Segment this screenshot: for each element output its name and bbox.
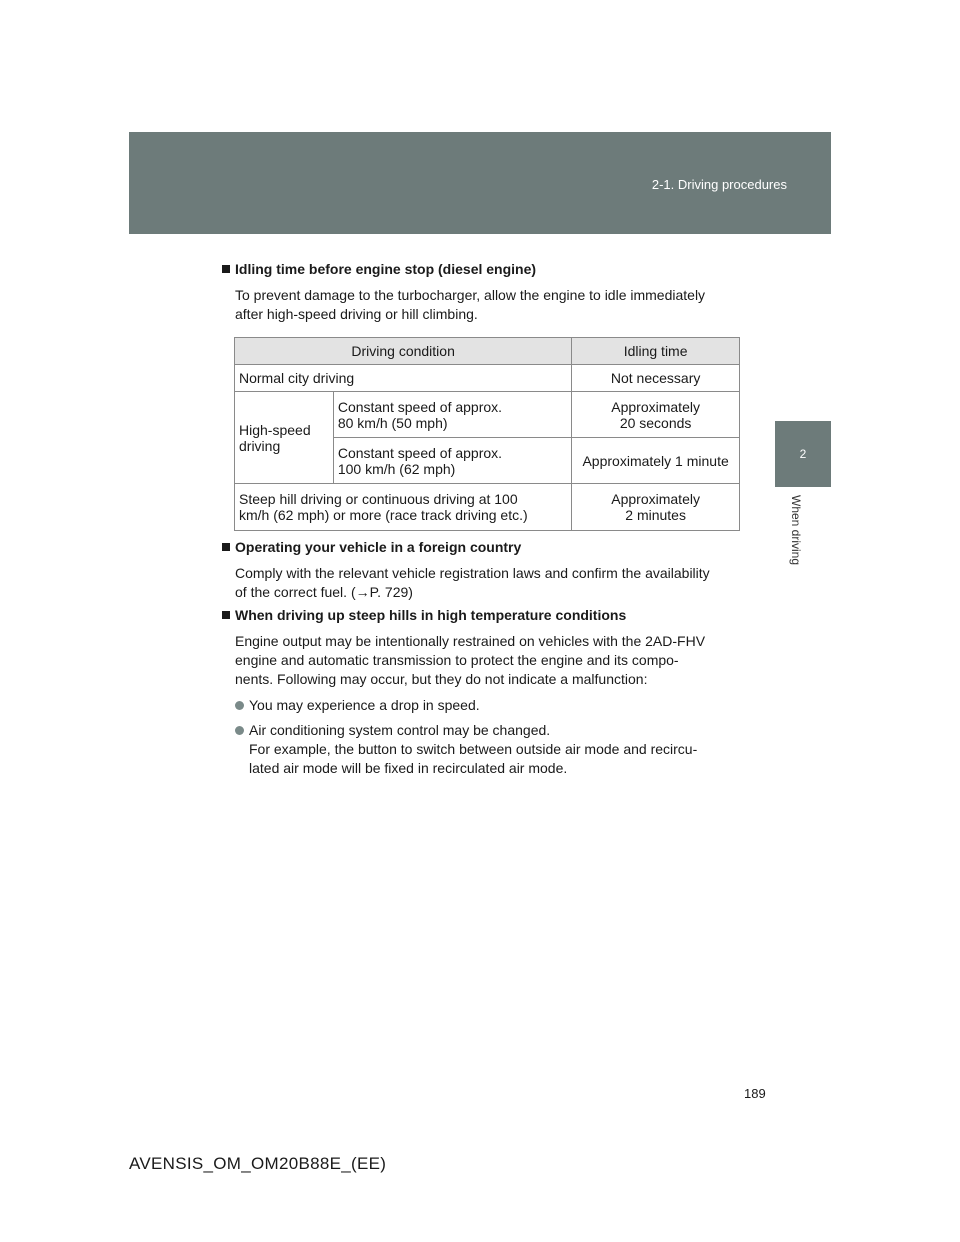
idling-heading-text: Idling time before engine stop (diesel engine) [235, 261, 537, 277]
foreign-heading-text: Operating your vehicle in a foreign country [235, 539, 522, 555]
chapter-label: When driving [789, 495, 803, 566]
idling-paragraph: To prevent damage to the turbocharger, allow the engine to idle immediately after high-speed driving or hill climbing. [235, 287, 706, 322]
cell-high-speed: High-speed driving [235, 392, 334, 484]
list-item: Air conditioning system control may be changed. For example, the button to switch between outside air mode and recircu- lated air mode will be fixed in recirculated air mode. [235, 721, 738, 778]
foreign-heading [222, 539, 521, 555]
header-idling-time: Idling time [572, 338, 740, 365]
foreign-paragraph: Comply with the relevant vehicle registration laws and confirm the availability of the correct fuel. (→P. 729) [235, 565, 710, 600]
chapter-tab: 2 [775, 421, 831, 487]
round-bullet-icon [235, 726, 244, 735]
header-driving-condition: Driving condition [235, 338, 572, 365]
cell-normal-city: Normal city driving [235, 365, 572, 392]
idling-time-table [234, 337, 740, 531]
steep-heading-text: When driving up steep hills in high temperature conditions [235, 607, 627, 623]
document-code: AVENSIS_OM_OM20B88E_(EE) [129, 1154, 387, 1173]
page-number: 189 [744, 1086, 766, 1101]
table-header-row [235, 338, 740, 365]
cell-time-2min: Approximately 2 minutes [572, 484, 740, 531]
section-title: 2-1. Driving procedures [651, 177, 787, 192]
cell-speed-100: Constant speed of approx. 100 km/h (62 mph) [333, 438, 571, 484]
list-item: You may experience a drop in speed. [235, 696, 738, 715]
square-bullet-icon [222, 543, 230, 551]
table-row [235, 392, 740, 438]
square-bullet-icon [222, 611, 230, 619]
cell-time-20s: Approximately 20 seconds [572, 392, 740, 438]
table-row [235, 484, 740, 531]
cell-time-1min: Approximately 1 minute [572, 438, 740, 484]
steep-paragraph: Engine output may be intentionally restrained on vehicles with the 2AD-FHV engine and automatic transmission to protect the engine and its compo- nents. Following may occur, but they do not indicate a malfunction: [235, 633, 706, 687]
idling-heading [222, 261, 536, 277]
header-band [129, 132, 831, 234]
cell-steep-hill: Steep hill driving or continuous driving at 100 km/h (62 mph) or more (race track driving etc.) [235, 484, 572, 531]
cell-speed-80: Constant speed of approx. 80 km/h (50 mph) [333, 392, 571, 438]
table-row [235, 365, 740, 392]
cell-not-necessary: Not necessary [572, 365, 740, 392]
round-bullet-icon [235, 701, 244, 710]
steep-heading [222, 607, 626, 623]
square-bullet-icon [222, 265, 230, 273]
